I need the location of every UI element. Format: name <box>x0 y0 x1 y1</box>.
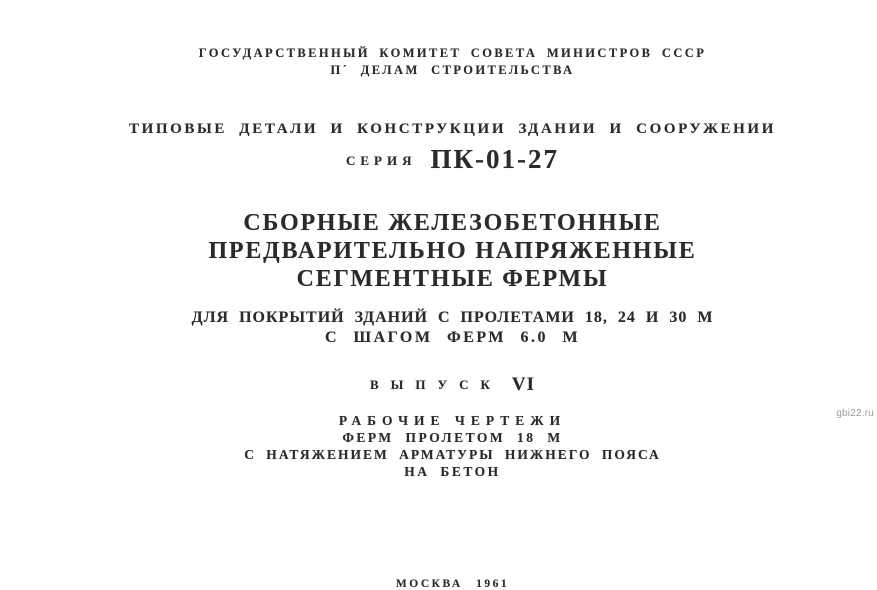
series-code-row <box>28 144 877 175</box>
work-title-line-3: С НАТЯЖЕНИЕМ АРМАТУРЫ НИЖНЕГО ПОЯСА <box>244 447 661 462</box>
subtitle-line-2: С ШАГОМ ФЕРМ 6.0 М <box>324 329 581 346</box>
site-watermark: gbi22.ru <box>836 408 874 419</box>
page-title-line-2: ПРЕДВАРИТЕЛЬНО НАПРЯЖЕННЫЕ <box>208 238 697 264</box>
work-title-line-1: РАБОЧИЕ ЧЕРТЕЖИ <box>338 413 567 428</box>
page-title-line-3: СЕГМЕНТНЫЕ ФЕРМЫ <box>296 266 609 292</box>
work-title-line-2: ФЕРМ ПРОЛЕТОМ 18 М <box>342 430 563 445</box>
issue-number: VI <box>511 374 536 395</box>
page-title-line-1: СБОРНЫЕ ЖЕЛЕЗОБЕТОННЫЕ <box>243 210 662 236</box>
page-title <box>28 209 877 293</box>
issue-row <box>28 374 877 396</box>
title-page-content <box>28 0 877 590</box>
issue-label: ВЫПУСК <box>369 377 502 392</box>
org-name-line-2: П´ ДЕЛАМ СТРОИТЕЛЬСТВА <box>330 63 575 77</box>
city-year-line: МОСКВА 1961 <box>395 578 510 590</box>
org-name-line-1: ГОСУДАРСТВЕННЫЙ КОМИТЕТ СОВЕТА МИНИСТРОВ СССР <box>198 46 707 60</box>
subtitle-line-1: ДЛЯ ПОКРЫТИЙ ЗДАНИЙ С ПРОЛЕТАМИ 18, 24 И 30 М <box>191 309 714 326</box>
series-description-line: ТИПОВЫЕ ДЕТАЛИ И КОНСТРУКЦИИ ЗДАНИИ И СООРУЖЕНИИ <box>129 121 776 137</box>
series-label: СЕРИЯ <box>345 153 417 168</box>
work-title-line-4: НА БЕТОН <box>404 464 501 479</box>
series-code: ПК-01-27 <box>430 144 560 174</box>
